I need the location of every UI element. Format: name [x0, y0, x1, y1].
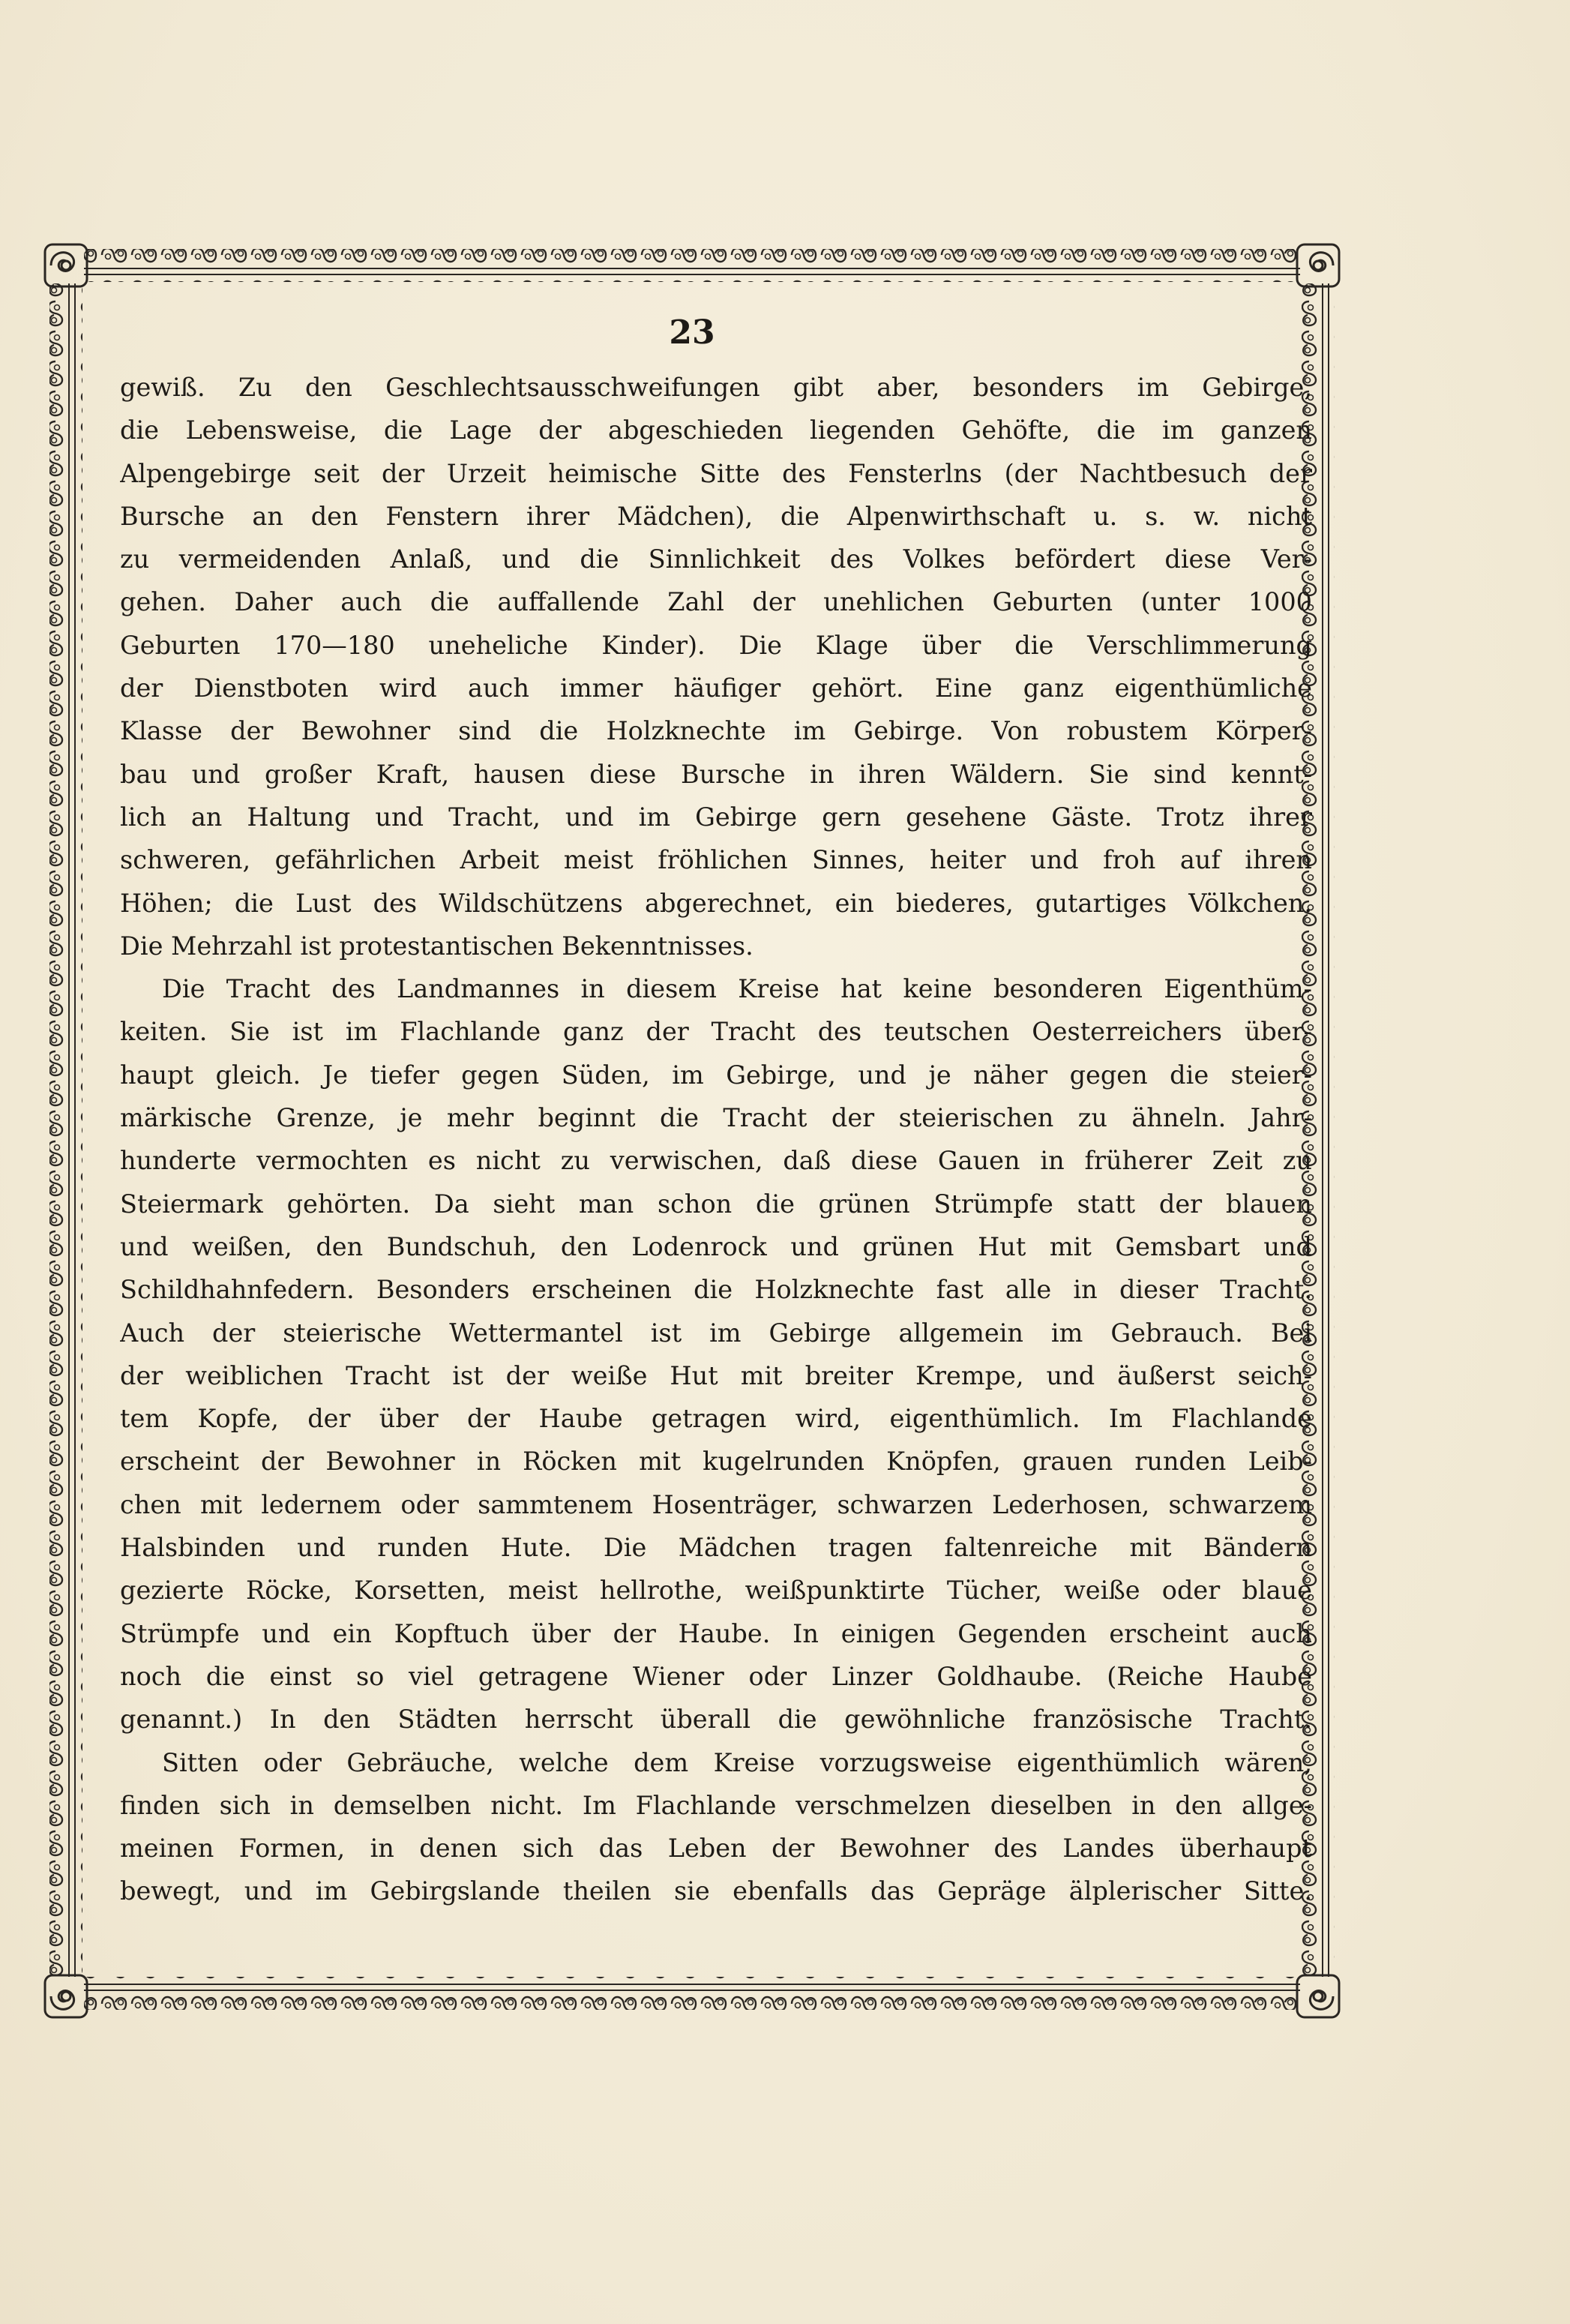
corner-ornament-bottom-right [1297, 1975, 1339, 2017]
text-line: Halsbinden und runden Hute. Die Mädchen tragen faltenreiche mit Bändern [120, 1533, 1312, 1563]
text-line: Geburten 170—180 uneheliche Kinder). Die Klage über die Verschlimmerung [120, 630, 1312, 660]
text-line: finden sich in demselben nicht. Im Flachlande verschmelzen dieselben in den allge- [120, 1790, 1312, 1820]
text-line: die Lebensweise, die Lage der abgeschieden liegenden Gehöfte, die im ganzen [120, 415, 1312, 445]
text-line: gehen. Daher auch die auffallende Zahl der unehlichen Geburten (unter 1000 [120, 587, 1312, 617]
text-line: meinen Formen, in denen sich das Leben der Bewohner des Landes überhaupt [120, 1834, 1312, 1864]
text-line: der weiblichen Tracht ist der weiße Hut mit breiter Krempe, und äußerst seich- [120, 1360, 1312, 1390]
corner-ornament-top-left [45, 244, 87, 286]
text-line: bau und großer Kraft, hausen diese Bursche in ihren Wäldern. Sie sind kennt- [120, 759, 1312, 789]
text-line: Strümpfe und ein Kopftuch über der Haube. In einigen Gegenden erscheint auch [120, 1618, 1312, 1648]
text-line: chen mit ledernem oder sammtenem Hosenträger, schwarzen Lederhosen, schwarzem [120, 1489, 1312, 1519]
text-line: gezierte Röcke, Korsetten, meist hellrothe, weißpunktirte Tücher, weiße oder blaue [120, 1576, 1312, 1606]
text-line: genannt.) In den Städten herrscht überall die gewöhnliche französische Tracht. [120, 1705, 1312, 1735]
text-line: Bursche an den Fenstern ihrer Mädchen), die Alpenwirthschaft u. s. w. nicht [120, 501, 1312, 531]
text-line: märkische Grenze, je mehr beginnt die Tracht der steierischen zu ähneln. Jahr- [120, 1103, 1312, 1133]
text-line: Steiermark gehörten. Da sieht man schon die grünen Strümpfe statt der blauen [120, 1189, 1312, 1219]
text-line: gewiß. Zu den Geschlechtsausschweifungen gibt aber, besonders im Gebirge, [120, 373, 1312, 402]
text-line: Die Tracht des Landmannes in diesem Kreise hat keine besonderen Eigenthüm- [162, 974, 1312, 1004]
corner-ornament-bottom-left [45, 1975, 87, 2017]
text-line: der Dienstboten wird auch immer häufiger gehört. Eine ganz eigenthümliche [120, 673, 1312, 703]
text-line: keiten. Sie ist im Flachlande ganz der Tracht des teutschen Oesterreichers über- [120, 1017, 1312, 1047]
text-line: tem Kopfe, der über der Haube getragen wird, eigenthümlich. Im Flachlande [120, 1404, 1312, 1434]
text-line: erscheint der Bewohner in Röcken mit kugelrunden Knöpfen, grauen runden Leib- [120, 1447, 1312, 1477]
ornamental-frame [39, 238, 1345, 2023]
text-line: zu vermeidenden Anlaß, und die Sinnlichkeit des Volkes befördert diese Ver- [120, 544, 1312, 574]
text-line: und weißen, den Bundschuh, den Lodenrock und grünen Hut mit Gemsbart und [120, 1231, 1312, 1261]
text-line: Die Mehrzahl ist protestantischen Bekenntnisses. [120, 931, 754, 961]
text-line: bewegt, und im Gebirgslande theilen sie ebenfalls das Gepräge älplerischer Sitte. [120, 1876, 1312, 1906]
text-line: hunderte vermochten es nicht zu verwischen, daß diese Gauen in früherer Zeit zu [120, 1146, 1312, 1176]
text-line: Sitten oder Gebräuche, welche dem Kreise vorzugsweise eigenthümlich wären, [162, 1747, 1312, 1777]
page-number: 23 [669, 313, 715, 352]
corner-ornament-top-right [1297, 244, 1339, 286]
text-line: Auch der steierische Wettermantel ist im Gebirge allgemein im Gebrauch. Bei [120, 1318, 1312, 1348]
text-line: haupt gleich. Je tiefer gegen Süden, im Gebirge, und je näher gegen die steier- [120, 1060, 1312, 1090]
text-line: Klasse der Bewohner sind die Holzknechte im Gebirge. Von robustem Körper- [120, 716, 1312, 746]
text-line: Höhen; die Lust des Wildschützens abgerechnet, ein biederes, gutartiges Völkchen. [120, 888, 1312, 918]
text-line: Schildhahnfedern. Besonders erscheinen die Holzknechte fast alle in dieser Tracht. [120, 1275, 1312, 1305]
text-line: noch die einst so viel getragene Wiener oder Linzer Goldhaube. (Reiche Haube [120, 1661, 1312, 1691]
body-text [120, 366, 1312, 1913]
text-line: Alpengebirge seit der Urzeit heimische Sitte des Fensterlns (der Nachtbesuch der [120, 458, 1312, 488]
text-line: schweren, gefährlichen Arbeit meist fröhlichen Sinnes, heiter und froh auf ihren [120, 845, 1312, 875]
text-line: lich an Haltung und Tracht, und im Gebirge gern gesehene Gäste. Trotz ihrer [120, 802, 1312, 832]
